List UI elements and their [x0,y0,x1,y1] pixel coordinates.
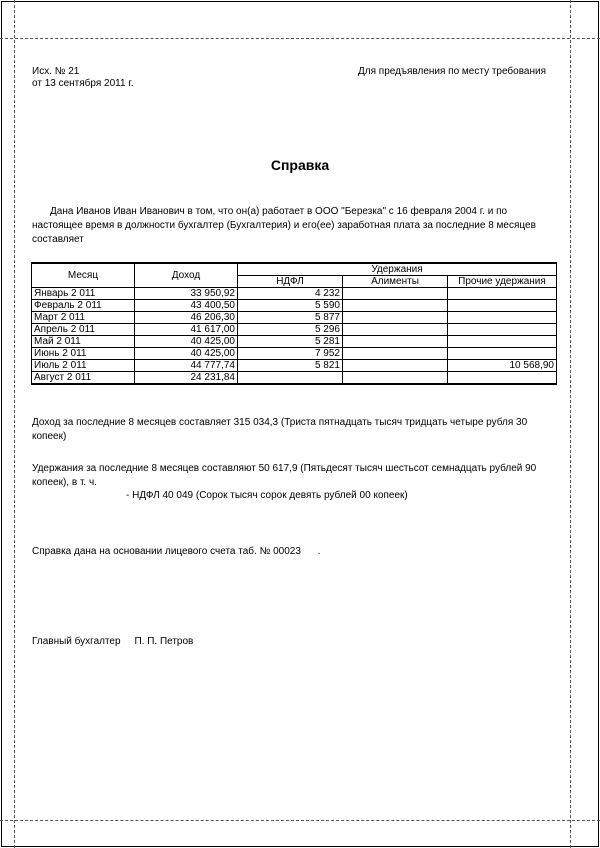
ref-number: Исх. № 21 [32,66,80,77]
table-row [32,372,557,385]
cell-alimony [343,312,448,324]
cell-income: 44 777,74 [135,360,238,372]
basis-note: Справка дана на основании лицевого счета таб. № 00023 . [32,546,321,557]
cell-other [448,312,557,324]
cell-month: Январь 2 011 [32,288,135,300]
table-header-row [32,263,557,276]
table-row [32,360,557,372]
cell-alimony [343,324,448,336]
table-row [32,312,557,324]
cell-ndfl: 5 281 [238,336,343,348]
margin-guide-bottom [0,820,600,821]
destination-note: Для предъявления по месту требования [358,66,547,77]
cell-month: Июнь 2 011 [32,348,135,360]
cell-other [448,288,557,300]
cell-ndfl: 5 877 [238,312,343,324]
header-other: Прочие удержания [448,276,557,288]
intro-paragraph: Дана Иванов Иван Иванович в том, что он(а) работает в ООО "Березка" с 16 февраля 2004 г. и по настоящее время в должности бухгалтер (Бухгалтерия) и его(ее) заработная плата за последние 8 месяцев составляет [32,206,536,245]
table-row [32,300,557,312]
cell-ndfl: 4 232 [238,288,343,300]
cell-alimony [343,336,448,348]
cell-other [448,324,557,336]
cell-month: Февраль 2 011 [32,300,135,312]
cell-income: 24 231,84 [135,372,238,385]
deductions-ndfl-item: - НДФЛ 40 049 (Сорок тысяч сорок девять рублей 00 копеек) [126,490,408,501]
cell-income: 43 400,50 [135,300,238,312]
table-row [32,324,557,336]
margin-guide-top [0,38,600,39]
table-row [32,348,557,360]
header-income: Доход [135,263,238,288]
cell-other [448,372,557,385]
cell-alimony [343,300,448,312]
cell-other [448,336,557,348]
cell-other [448,300,557,312]
cell-other [448,348,557,360]
cell-income: 41 617,00 [135,324,238,336]
salary-table [31,262,557,385]
ref-date: от 13 сентября 2011 г. [32,78,134,89]
table-row [32,288,557,300]
header-month: Месяц [32,263,135,288]
cell-ndfl [238,372,343,385]
cell-alimony [343,360,448,372]
table-row [32,336,557,348]
cell-ndfl: 5 590 [238,300,343,312]
header-alimony: Алименты [343,276,448,288]
cell-income: 40 425,00 [135,336,238,348]
cell-month: Июль 2 011 [32,360,135,372]
cell-income: 46 206,30 [135,312,238,324]
cell-month: Май 2 011 [32,336,135,348]
margin-guide-left [14,0,15,848]
cell-alimony [343,288,448,300]
cell-ndfl: 5 296 [238,324,343,336]
cell-alimony [343,372,448,385]
income-summary: Доход за последние 8 месяцев составляет 315 034,3 (Триста пятнадцать тысяч тридцать четыре рубля 30 копеек) [32,417,528,442]
cell-month: Март 2 011 [32,312,135,324]
margin-guide-right [570,0,571,848]
header-deductions: Удержания [238,263,557,276]
cell-ndfl: 7 952 [238,348,343,360]
cell-income: 40 425,00 [135,348,238,360]
deductions-summary: Удержания за последние 8 месяцев составляют 50 617,9 (Пятьдесят тысяч шестьсот семнадцать рублей 90 копеек), в т. ч. [32,463,537,488]
cell-other: 10 568,90 [448,360,557,372]
cell-alimony [343,348,448,360]
header-ndfl: НДФЛ [238,276,343,288]
document-title: Справка [270,157,330,173]
cell-month: Август 2 011 [32,372,135,385]
cell-ndfl: 5 821 [238,360,343,372]
cell-income: 33 950,92 [135,288,238,300]
signature-line: Главный бухгалтер П. П. Петров [32,636,194,647]
cell-month: Апрель 2 011 [32,324,135,336]
